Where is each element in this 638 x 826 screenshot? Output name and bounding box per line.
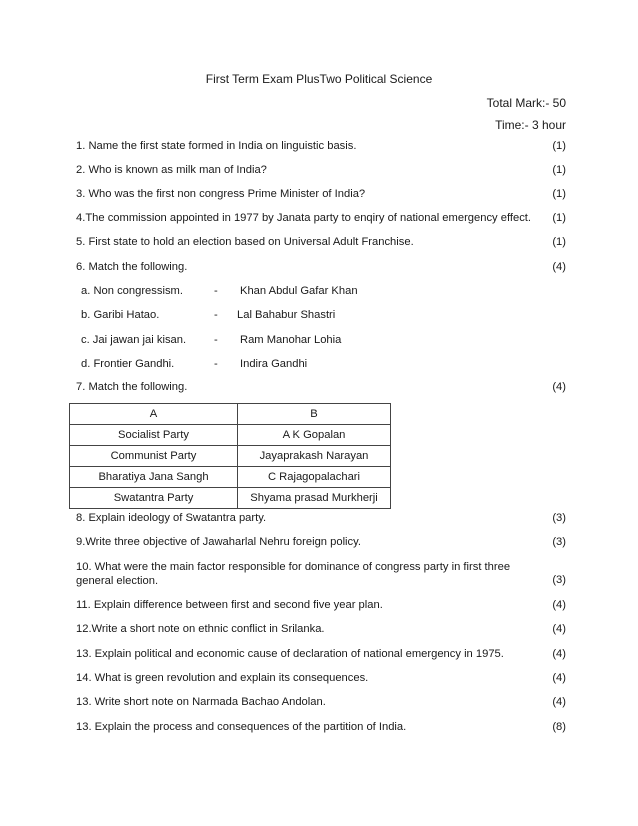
question-text: 8. Explain ideology of Swatantra party.	[76, 512, 267, 524]
question-mark: (3)	[552, 574, 566, 586]
question-mark: (1)	[552, 140, 566, 152]
question-mark: (4)	[552, 672, 566, 684]
question-mark: (3)	[552, 536, 566, 548]
match-left: a. Non congressism.	[81, 285, 183, 297]
table-cell: Shyama prasad Murkherji	[238, 488, 391, 509]
table-cell: Bharatiya Jana Sangh	[70, 467, 238, 488]
question-mark: (4)	[552, 599, 566, 611]
question-text: 13. Explain the process and consequences of the partition of India.	[76, 721, 407, 733]
question-mark: (8)	[552, 721, 566, 733]
match-dash: -	[214, 309, 218, 321]
question-text: 13. Explain political and economic cause of declaration of national emergency in 1975.	[76, 648, 504, 660]
page-title: First Term Exam PlusTwo Political Science	[205, 72, 433, 86]
question-text: 9.Write three objective of Jawaharlal Nehru foreign policy.	[76, 536, 362, 548]
exam-time: Time:- 3 hour	[495, 118, 566, 132]
question-text: 6. Match the following.	[76, 261, 188, 273]
table-header: A	[70, 404, 238, 425]
table-cell: C Rajagopalachari	[238, 467, 391, 488]
match-right: Ram Manohar Lohia	[240, 334, 342, 346]
match-left: d. Frontier Gandhi.	[81, 358, 175, 370]
table-row	[70, 467, 391, 488]
question-mark: (3)	[552, 512, 566, 524]
table-header: B	[238, 404, 391, 425]
question-mark: (1)	[552, 212, 566, 224]
match-right: Lal Bahabur Shastri	[237, 309, 336, 321]
question-text: 4.The commission appointed in 1977 by Janata party to enqiry of national emergency effect.	[76, 212, 532, 224]
match-right: Khan Abdul Gafar Khan	[240, 285, 358, 297]
match-dash: -	[214, 285, 218, 297]
match-table	[69, 403, 391, 509]
question-mark: (4)	[552, 381, 566, 393]
question-mark: (1)	[552, 236, 566, 248]
question-text: 2. Who is known as milk man of India?	[76, 164, 267, 176]
table-header-row	[70, 404, 391, 425]
question-text: 14. What is green revolution and explain its consequences.	[76, 672, 369, 684]
table-row	[70, 425, 391, 446]
question-text: 3. Who was the first non congress Prime Minister of India?	[76, 188, 366, 200]
table-row	[70, 488, 391, 509]
match-dash: -	[214, 334, 218, 346]
question-mark: (4)	[552, 648, 566, 660]
question-text: 13. Write short note on Narmada Bachao Andolan.	[76, 696, 326, 708]
table-cell: Jayaprakash Narayan	[238, 446, 391, 467]
question-text: 5. First state to hold an election based on Universal Adult Franchise.	[76, 236, 414, 248]
table-row	[70, 446, 391, 467]
table-cell: Swatantra Party	[70, 488, 238, 509]
total-mark: Total Mark:- 50	[486, 96, 566, 110]
match-left: b. Garibi Hatao.	[81, 309, 160, 321]
question-mark: (4)	[552, 623, 566, 635]
match-left: c. Jai jawan jai kisan.	[81, 334, 187, 346]
question-mark: (1)	[552, 164, 566, 176]
table-cell: A K Gopalan	[238, 425, 391, 446]
question-text: 12.Write a short note on ethnic conflict in Srilanka.	[76, 623, 325, 635]
question-text: 1. Name the first state formed in India on linguistic basis.	[76, 140, 357, 152]
question-text: 7. Match the following.	[76, 381, 188, 393]
question-mark: (1)	[552, 188, 566, 200]
table-cell: Socialist Party	[70, 425, 238, 446]
match-right: Indira Gandhi	[240, 358, 308, 370]
question-text: 11. Explain difference between first and second five year plan.	[76, 599, 383, 611]
question-mark: (4)	[552, 696, 566, 708]
question-text: 10. What were the main factor responsible for dominance of congress party in first three general election.	[76, 561, 511, 587]
table-cell: Communist Party	[70, 446, 238, 467]
match-dash: -	[214, 358, 218, 370]
question-mark: (4)	[552, 261, 566, 273]
